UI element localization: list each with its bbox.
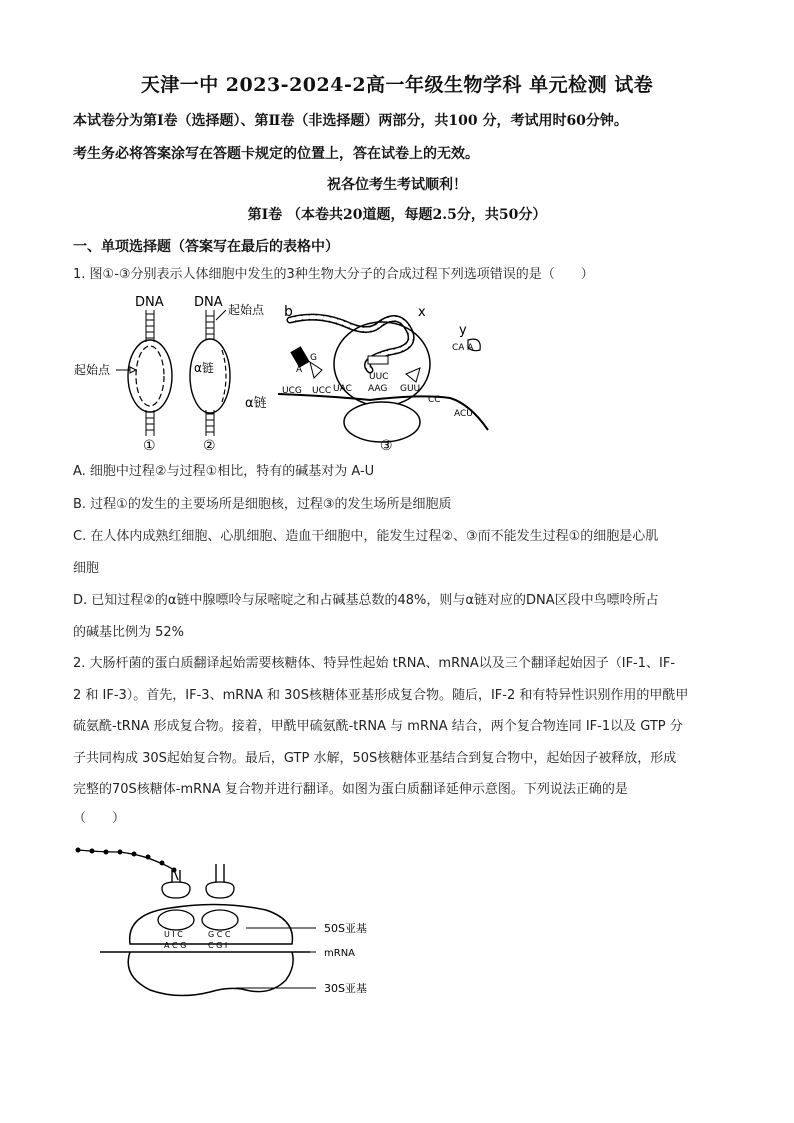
codon-ucc: UCC — [312, 386, 332, 396]
figure-number-3: ③ — [380, 438, 393, 454]
label-50s: 50S亚基 — [324, 922, 367, 935]
figure-number-1: ① — [143, 438, 156, 454]
translation-diagram — [245, 304, 488, 454]
trna-left-g: G — [310, 353, 317, 363]
label-y: y — [459, 323, 467, 338]
label-mrna: mRNA — [324, 948, 356, 959]
anticodon-uuc: UUC — [369, 372, 389, 382]
figure-number-2: ② — [203, 438, 216, 454]
label-b: b — [284, 304, 293, 320]
dna-label-1: DNA — [135, 295, 164, 310]
q2-line-6: （ ） — [73, 811, 126, 826]
q2-line-1: 2. 大肠杆菌的蛋白质翻译起始需要核糖体、特异性起始 tRNA、mRNA以及三个翻译起始因子（IF-1、IF- — [73, 656, 676, 671]
q1-option-c-line2: 细胞 — [73, 561, 100, 576]
origin-label-top: 起始点 — [228, 303, 265, 317]
q1-figure — [70, 290, 500, 455]
codon-1: A C G — [164, 941, 187, 950]
exam-title: 天津一中 2023-2024-2高一年级生物学科 单元检测 试卷 — [140, 74, 654, 96]
q1-option-b: B. 过程①的发生的主要场所是细胞核，过程③的发生场所是细胞质 — [73, 497, 452, 512]
trna-left-a: A — [296, 365, 303, 375]
intro-line-1: 本试卷分为第Ⅰ卷（选择题）、第Ⅱ卷（非选择题）两部分，共100 分，考试用时60分钟。 — [73, 113, 628, 129]
codon-ucg: UCG — [282, 386, 302, 396]
q1-option-c-line1: C. 在人体内成熟红细胞、心肌细胞、造血干细胞中，能发生过程②、③而不能发生过程①的细胞是心肌 — [73, 529, 659, 544]
transcription-diagram — [190, 295, 265, 454]
alpha-chain-inner-label: α链 — [194, 361, 214, 375]
origin-label-left: 起始点 — [74, 363, 111, 377]
q1-stem: 1. 图①-③分别表示人体细胞中发生的3种生物大分子的合成过程下列选项错误的是（ ） — [73, 267, 594, 282]
trna-right-label: CA A — [452, 343, 474, 353]
q1-option-d-line1: D. 已知过程②的α链中腺嘌呤与尿嘧啶之和占碱基总数的48%，则与α链对应的DNA区段中鸟嘌呤所占 — [73, 593, 659, 608]
q1-option-a: A. 细胞中过程②与过程①相比，特有的碱基对为 A-U — [73, 464, 375, 479]
codon-cc: CC — [428, 395, 441, 405]
label-30s: 30S亚基 — [324, 982, 367, 995]
part-one-heading: 第Ⅰ卷 （本卷共20道题，每题2.5分，共50分） — [247, 207, 547, 223]
intro-line-2: 考生务必将答案涂写在答题卡规定的位置上，答在试卷上的无效。 — [73, 146, 479, 162]
q2-line-5: 完整的70S核糖体-mRNA 复合物并进行翻译。如图为蛋白质翻译延伸示意图。下列说法正确的是 — [73, 782, 628, 797]
q2-line-4: 子共同构成 30S起始复合物。最后，GTP 水解，50S核糖体亚基结合到复合物中，起始因子被释放，形成 — [73, 751, 677, 766]
label-x: x — [418, 305, 426, 320]
q1-option-d-line2: 的碱基比例为 52% — [73, 625, 185, 640]
q2-line-2: 2 和 IF-3）。首先，IF-3、mRNA 和 30S核糖体亚基形成复合物。随后，IF-2 和有特异性识别作用的甲酰甲 — [73, 688, 689, 703]
anticodon-1: U I C — [164, 930, 183, 939]
codon-aag: AAG — [368, 384, 388, 394]
wish-line: 祝各位考生考试顺利！ — [327, 177, 467, 193]
codon-uac: UAC — [333, 384, 352, 394]
dna-label-2: DNA — [194, 295, 223, 310]
section-one-heading: 一、单项选择题（答案写在最后的表格中） — [73, 239, 339, 255]
codon-acu: ACU — [454, 409, 473, 419]
anticodon-2: G C C — [208, 930, 231, 939]
q2-line-3: 硫氨酰-tRNA 形成复合物。接着，甲酰甲硫氨酰-tRNA 与 mRNA 结合，两个复合物连同 IF-1以及 GTP 分 — [73, 719, 683, 734]
dna-replication-diagram — [74, 295, 172, 454]
codon-guu: GUU — [400, 384, 421, 394]
q2-ribosome-figure — [70, 840, 410, 1010]
alpha-chain-label: α链 — [245, 396, 267, 411]
codon-2: C G I — [208, 941, 228, 950]
